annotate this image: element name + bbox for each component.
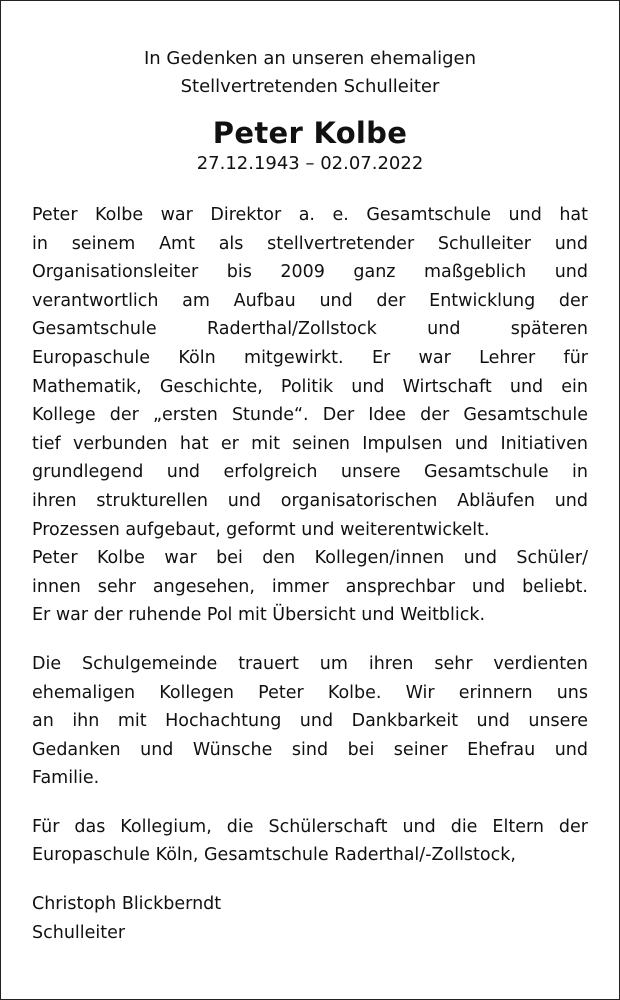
- text-line: Die Schulgemeinde trauert um ihren sehr verdienten: [32, 653, 588, 674]
- text-line: Für das Kollegium, die Schülerschaft und die Eltern der: [32, 816, 588, 837]
- intro-line-2: Stellvertretenden Schulleiter: [180, 76, 440, 97]
- signatory-title: Schulleiter: [32, 922, 126, 943]
- text-line: Organisationsleiter bis 2009 ganz maßgeblich und: [32, 262, 588, 283]
- text-line: in seinem Amt als stellvertretender Schulleiter und: [32, 233, 588, 254]
- text-line: innen sehr angesehen, immer ansprechbar und beliebt.: [32, 576, 588, 597]
- text-line: an ihn mit Hochachtung und Dankbarkeit und unsere: [32, 711, 588, 732]
- text-line: Kollege der „ersten Stunde“. Der Idee der Gesamtschule: [32, 405, 588, 426]
- text-line: ehemaligen Kollegen Peter Kolbe. Wir erinnern uns: [32, 682, 588, 703]
- text-line: Peter Kolbe war Direktor a. e. Gesamtschule und hat: [32, 205, 588, 225]
- text-line: Gedanken und Wünsche sind bei seiner Ehefrau und: [32, 739, 588, 760]
- paragraph-condolence: [32, 650, 588, 793]
- paragraph-spacer: [32, 630, 588, 650]
- text-line: Prozessen aufgebaut, geformt und weiterentwickelt.: [32, 519, 490, 540]
- text-line: Europaschule Köln, Gesamtschule Raderthal/-Zollstock,: [32, 845, 516, 866]
- paragraph-tribute: [32, 201, 588, 630]
- signature-block: [32, 890, 588, 947]
- text-line: Mathematik, Geschichte, Politik und Wirtschaft und ein: [32, 376, 588, 397]
- text-line: Er war der ruhende Pol mit Übersicht und Weitblick.: [32, 605, 486, 626]
- text-line: Peter Kolbe war bei den Kollegen/innen und Schüler/: [32, 548, 588, 569]
- text-line: verantwortlich am Aufbau und der Entwicklung der: [32, 290, 588, 311]
- intro-line-1: In Gedenken an unseren ehemaligen: [143, 48, 477, 69]
- text-line: Familie.: [32, 768, 100, 789]
- paragraph-spacer: [32, 870, 588, 890]
- text-line: Gesamtschule Raderthal/Zollstock und späteren: [32, 319, 588, 340]
- life-dates: 27.12.1943 – 02.07.2022: [196, 153, 424, 174]
- text-line: Europaschule Köln mitgewirkt. Er war Lehrer für: [32, 347, 588, 368]
- intro-text: [32, 45, 588, 101]
- deceased-name: Peter Kolbe: [212, 116, 408, 150]
- obituary-notice: [32, 45, 588, 947]
- paragraph-spacer: [32, 793, 588, 813]
- text-line: tief verbunden hat er mit seinen Impulsen und Initiativen: [32, 433, 588, 454]
- text-line: grundlegend und erfolgreich unsere Gesamtschule in: [32, 462, 588, 483]
- paragraph-on-behalf: [32, 813, 588, 870]
- text-line: ihren strukturellen und organisatorischen Abläufen und: [32, 490, 588, 511]
- signatory-name: Christoph Blickberndt: [32, 894, 222, 915]
